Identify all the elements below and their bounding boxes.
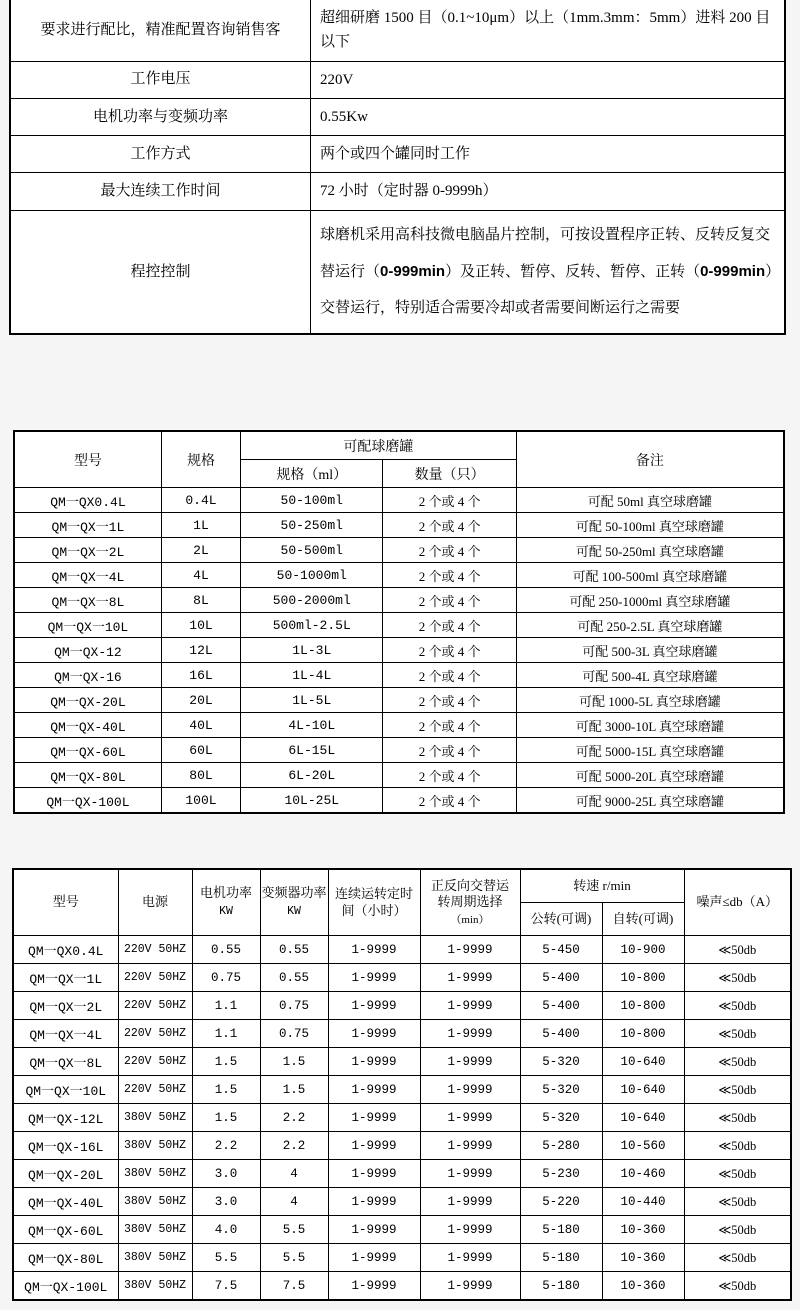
table-row (13, 1076, 791, 1104)
param-cell-revolution: 5-180 (520, 1244, 602, 1272)
jar-cell-capacity: 12L (161, 638, 240, 663)
table-row (14, 763, 784, 788)
table-row (13, 992, 791, 1020)
jar-cell-jar-spec: 50-1000ml (241, 563, 383, 588)
jar-cell-capacity: 1L (161, 513, 240, 538)
table-row (14, 488, 784, 513)
jar-cell-model: QM一QX一4L (14, 563, 161, 588)
param-cell-motor-power: 5.5 (192, 1244, 260, 1272)
param-cell-run-timer: 1-9999 (328, 936, 420, 964)
jar-cell-model: QM一QX-100L (14, 788, 161, 814)
param-cell-rotation: 10-360 (602, 1216, 684, 1244)
param-cell-motor-power: 0.55 (192, 936, 260, 964)
jar-cell-jar-spec: 10L-25L (241, 788, 383, 814)
ball-mill-jar-configuration-table (13, 430, 785, 814)
param-cell-revolution: 5-320 (520, 1076, 602, 1104)
param-cell-revolution: 5-230 (520, 1160, 602, 1188)
jar-cell-jar-spec: 4L-10L (241, 713, 383, 738)
param-cell-power-supply: 220V 50HZ (118, 936, 192, 964)
table-row (13, 964, 791, 992)
param-cell-run-timer: 1-9999 (328, 1076, 420, 1104)
jar-cell-model: QM一QX一8L (14, 588, 161, 613)
spec-value-motor-power: 0.55Kw (311, 98, 786, 135)
table-row (14, 688, 784, 713)
param-cell-power-supply: 380V 50HZ (118, 1188, 192, 1216)
table-row (13, 1132, 791, 1160)
param-cell-motor-power: 1.5 (192, 1076, 260, 1104)
param-cell-cycle: 1-9999 (420, 936, 520, 964)
table-row (14, 713, 784, 738)
param-cell-cycle: 1-9999 (420, 1104, 520, 1132)
param-cell-run-timer: 1-9999 (328, 1132, 420, 1160)
param-cell-run-timer: 1-9999 (328, 992, 420, 1020)
param-cell-model: QM一QX-16L (13, 1132, 118, 1160)
spec-label-max-runtime: 最大连续工作时间 (10, 173, 311, 210)
jar-cell-capacity: 10L (161, 613, 240, 638)
param-cell-motor-power: 1.5 (192, 1104, 260, 1132)
param-cell-revolution: 5-400 (520, 992, 602, 1020)
spec-value-voltage: 220V (311, 61, 786, 98)
spec-label-program-control: 程控控制 (10, 210, 311, 334)
param-cell-revolution: 5-220 (520, 1188, 602, 1216)
param-cell-noise: ≪50db (684, 1104, 791, 1132)
jar-header-model: 型号 (14, 431, 161, 488)
param-cell-model: QM一QX一8L (13, 1048, 118, 1076)
table-row (14, 738, 784, 763)
jar-cell-capacity: 8L (161, 588, 240, 613)
spec-value-program-control: 球磨机采用高科技微电脑晶片控制，可按设置程序正转、反转反复交替运行（0-999min）及正转、暂停、反转、暂停、正转（0-999min）交替运行，特别适合需要冷却或者需要间断运行之需要 (311, 210, 786, 334)
param-cell-vfd-power: 0.75 (260, 992, 328, 1020)
param-cell-model: QM一QX-100L (13, 1272, 118, 1301)
param-cell-model: QM一QX-40L (13, 1188, 118, 1216)
jar-cell-note: 可配 5000-20L 真空球磨罐 (516, 763, 784, 788)
param-cell-cycle: 1-9999 (420, 1188, 520, 1216)
technical-parameter-table (12, 868, 792, 1301)
param-cell-model: QM一QX-60L (13, 1216, 118, 1244)
param-cell-cycle: 1-9999 (420, 1272, 520, 1301)
param-cell-vfd-power: 7.5 (260, 1272, 328, 1301)
param-cell-revolution: 5-180 (520, 1216, 602, 1244)
param-cell-revolution: 5-320 (520, 1048, 602, 1076)
jar-cell-jar-spec: 6L-20L (241, 763, 383, 788)
param-cell-power-supply: 220V 50HZ (118, 992, 192, 1020)
param-cell-rotation: 10-800 (602, 1020, 684, 1048)
param-cell-vfd-power: 0.55 (260, 964, 328, 992)
jar-header-note: 备注 (516, 431, 784, 488)
param-cell-vfd-power: 0.55 (260, 936, 328, 964)
jar-cell-capacity: 16L (161, 663, 240, 688)
table-row (13, 1188, 791, 1216)
param-cell-rotation: 10-360 (602, 1244, 684, 1272)
table-row (13, 1104, 791, 1132)
param-cell-motor-power: 7.5 (192, 1272, 260, 1301)
spec-label-blending: 要求进行配比，精准配置咨询销售客 (10, 0, 311, 61)
param-cell-power-supply: 380V 50HZ (118, 1244, 192, 1272)
param-header-run-timer-line1: 连续运转定时 (334, 885, 413, 901)
param-cell-vfd-power: 5.5 (260, 1216, 328, 1244)
param-cell-rotation: 10-800 (602, 964, 684, 992)
jar-cell-capacity: 80L (161, 763, 240, 788)
param-cell-noise: ≪50db (684, 1244, 791, 1272)
jar-cell-jar-spec: 1L-5L (241, 688, 383, 713)
param-cell-model: QM一QX-20L (13, 1160, 118, 1188)
param-cell-run-timer: 1-9999 (328, 1244, 420, 1272)
param-cell-power-supply: 220V 50HZ (118, 1048, 192, 1076)
param-header-motor-power (192, 869, 260, 936)
param-cell-vfd-power: 4 (260, 1160, 328, 1188)
jar-cell-jar-spec: 500-2000ml (241, 588, 383, 613)
param-cell-rotation: 10-360 (602, 1272, 684, 1301)
param-cell-revolution: 5-400 (520, 1020, 602, 1048)
param-cell-cycle: 1-9999 (420, 964, 520, 992)
jar-header-row-1 (14, 431, 784, 460)
param-cell-rotation: 10-640 (602, 1076, 684, 1104)
spec-value-max-runtime: 72 小时（定时器 0-9999h） (311, 173, 786, 210)
jar-cell-jar-qty: 2 个或 4 个 (383, 613, 516, 638)
table-row (14, 638, 784, 663)
param-header-rotation: 自转(可调) (602, 903, 684, 936)
jar-cell-jar-spec: 6L-15L (241, 738, 383, 763)
param-header-row-1 (13, 869, 791, 903)
jar-cell-model: QM一QX0.4L (14, 488, 161, 513)
jar-cell-jar-qty: 2 个或 4 个 (383, 763, 516, 788)
jar-cell-model: QM一QX-16 (14, 663, 161, 688)
param-header-power-supply: 电源 (118, 869, 192, 936)
param-cell-vfd-power: 2.2 (260, 1104, 328, 1132)
spec-label-voltage: 工作电压 (10, 61, 311, 98)
param-cell-rotation: 10-560 (602, 1132, 684, 1160)
jar-cell-capacity: 60L (161, 738, 240, 763)
param-cell-rotation: 10-640 (602, 1048, 684, 1076)
spec-label-working-mode: 工作方式 (10, 136, 311, 173)
param-cell-power-supply: 380V 50HZ (118, 1132, 192, 1160)
param-cell-run-timer: 1-9999 (328, 964, 420, 992)
table-row (13, 936, 791, 964)
param-header-noise: 噪声≤db（A） (684, 869, 791, 936)
jar-header-jar-spec: 规格（ml） (241, 460, 383, 488)
param-cell-rotation: 10-800 (602, 992, 684, 1020)
param-cell-model: QM一QX-12L (13, 1104, 118, 1132)
table-row (10, 0, 785, 61)
jar-cell-jar-spec: 1L-3L (241, 638, 383, 663)
param-header-vfd-power-line1: 变频器功率 (261, 885, 327, 901)
table-row (13, 1244, 791, 1272)
param-cell-motor-power: 2.2 (192, 1132, 260, 1160)
param-header-run-timer-line2: 间（小时） (341, 902, 407, 918)
param-cell-vfd-power: 5.5 (260, 1244, 328, 1272)
param-cell-power-supply: 380V 50HZ (118, 1104, 192, 1132)
jar-cell-jar-qty: 2 个或 4 个 (383, 663, 516, 688)
jar-cell-model: QM一QX一2L (14, 538, 161, 563)
jar-header-capacity: 规格 (161, 431, 240, 488)
table-row (14, 788, 784, 814)
param-cell-model: QM一QX一1L (13, 964, 118, 992)
jar-cell-jar-spec: 50-500ml (241, 538, 383, 563)
table-row (10, 61, 785, 98)
param-cell-power-supply: 380V 50HZ (118, 1272, 192, 1301)
table-row (13, 1216, 791, 1244)
table-row (10, 210, 785, 334)
param-table-head (13, 869, 791, 936)
jar-cell-jar-qty: 2 个或 4 个 (383, 538, 516, 563)
jar-cell-model: QM一QX-20L (14, 688, 161, 713)
param-header-model: 型号 (13, 869, 118, 936)
param-cell-cycle: 1-9999 (420, 1048, 520, 1076)
jar-cell-jar-qty: 2 个或 4 个 (383, 588, 516, 613)
jar-cell-note: 可配 50-100ml 真空球磨罐 (516, 513, 784, 538)
table-row (14, 613, 784, 638)
param-cell-motor-power: 3.0 (192, 1188, 260, 1216)
jar-cell-note: 可配 3000-10L 真空球磨罐 (516, 713, 784, 738)
jar-cell-capacity: 4L (161, 563, 240, 588)
jar-cell-model: QM一QX一10L (14, 613, 161, 638)
param-header-cycle (420, 869, 520, 936)
jar-header-jar-group: 可配球磨罐 (241, 431, 517, 460)
jar-cell-note: 可配 9000-25L 真空球磨罐 (516, 788, 784, 814)
jar-cell-jar-qty: 2 个或 4 个 (383, 688, 516, 713)
param-cell-power-supply: 220V 50HZ (118, 1076, 192, 1104)
param-header-vfd-power-unit: KW (287, 904, 301, 918)
param-cell-noise: ≪50db (684, 1132, 791, 1160)
param-cell-rotation: 10-640 (602, 1104, 684, 1132)
jar-cell-model: QM一QX-80L (14, 763, 161, 788)
table-row (14, 563, 784, 588)
jar-cell-model: QM一QX一1L (14, 513, 161, 538)
param-cell-motor-power: 0.75 (192, 964, 260, 992)
param-cell-cycle: 1-9999 (420, 1076, 520, 1104)
jar-cell-jar-qty: 2 个或 4 个 (383, 738, 516, 763)
param-cell-vfd-power: 4 (260, 1188, 328, 1216)
jar-cell-note: 可配 250-1000ml 真空球磨罐 (516, 588, 784, 613)
jar-cell-jar-spec: 1L-4L (241, 663, 383, 688)
param-cell-vfd-power: 2.2 (260, 1132, 328, 1160)
param-cell-rotation: 10-460 (602, 1160, 684, 1188)
param-cell-power-supply: 380V 50HZ (118, 1216, 192, 1244)
param-cell-power-supply: 220V 50HZ (118, 1020, 192, 1048)
table-row (14, 588, 784, 613)
jar-cell-note: 可配 500-3L 真空球磨罐 (516, 638, 784, 663)
param-cell-motor-power: 4.0 (192, 1216, 260, 1244)
jar-cell-capacity: 2L (161, 538, 240, 563)
param-cell-motor-power: 1.1 (192, 1020, 260, 1048)
param-header-speed-group: 转速 r/min (520, 869, 684, 903)
jar-cell-note: 可配 250-2.5L 真空球磨罐 (516, 613, 784, 638)
table-row (13, 1048, 791, 1076)
table-row (10, 136, 785, 173)
jar-cell-capacity: 20L (161, 688, 240, 713)
param-cell-cycle: 1-9999 (420, 1244, 520, 1272)
param-cell-power-supply: 380V 50HZ (118, 1160, 192, 1188)
param-cell-vfd-power: 0.75 (260, 1020, 328, 1048)
param-cell-revolution: 5-450 (520, 936, 602, 964)
jar-cell-jar-qty: 2 个或 4 个 (383, 563, 516, 588)
param-cell-noise: ≪50db (684, 936, 791, 964)
table-row (14, 663, 784, 688)
jar-cell-jar-qty: 2 个或 4 个 (383, 638, 516, 663)
table-row (10, 98, 785, 135)
param-cell-rotation: 10-440 (602, 1188, 684, 1216)
param-cell-revolution: 5-400 (520, 964, 602, 992)
param-cell-noise: ≪50db (684, 1020, 791, 1048)
param-cell-noise: ≪50db (684, 1076, 791, 1104)
param-cell-run-timer: 1-9999 (328, 1188, 420, 1216)
param-cell-run-timer: 1-9999 (328, 1048, 420, 1076)
param-cell-noise: ≪50db (684, 1160, 791, 1188)
param-cell-model: QM一QX一4L (13, 1020, 118, 1048)
table-row (10, 173, 785, 210)
param-cell-model: QM一QX一10L (13, 1076, 118, 1104)
param-cell-run-timer: 1-9999 (328, 1272, 420, 1301)
jar-header-jar-qty: 数量（只） (383, 460, 516, 488)
param-cell-motor-power: 3.0 (192, 1160, 260, 1188)
jar-cell-jar-spec: 50-250ml (241, 513, 383, 538)
param-cell-vfd-power: 1.5 (260, 1048, 328, 1076)
jar-cell-jar-spec: 500ml-2.5L (241, 613, 383, 638)
param-cell-run-timer: 1-9999 (328, 1216, 420, 1244)
jar-cell-model: QM一QX-60L (14, 738, 161, 763)
param-header-revolution: 公转(可调) (520, 903, 602, 936)
param-header-vfd-power (260, 869, 328, 936)
param-cell-revolution: 5-180 (520, 1272, 602, 1301)
param-cell-vfd-power: 1.5 (260, 1076, 328, 1104)
jar-cell-jar-qty: 2 个或 4 个 (383, 788, 516, 814)
param-cell-cycle: 1-9999 (420, 1132, 520, 1160)
jar-cell-note: 可配 5000-15L 真空球磨罐 (516, 738, 784, 763)
jar-cell-capacity: 40L (161, 713, 240, 738)
param-cell-cycle: 1-9999 (420, 1216, 520, 1244)
table-row (14, 538, 784, 563)
jar-table-body (14, 488, 784, 814)
table-row (13, 1020, 791, 1048)
jar-table-head (14, 431, 784, 488)
jar-cell-note: 可配 100-500ml 真空球磨罐 (516, 563, 784, 588)
spec-label-motor-power: 电机功率与变频功率 (10, 98, 311, 135)
param-header-motor-power-unit: KW (219, 904, 233, 918)
jar-cell-note: 可配 1000-5L 真空球磨罐 (516, 688, 784, 713)
param-cell-revolution: 5-280 (520, 1132, 602, 1160)
jar-cell-note: 可配 50-250ml 真空球磨罐 (516, 538, 784, 563)
param-cell-cycle: 1-9999 (420, 1160, 520, 1188)
param-cell-cycle: 1-9999 (420, 992, 520, 1020)
param-cell-motor-power: 1.5 (192, 1048, 260, 1076)
param-cell-run-timer: 1-9999 (328, 1020, 420, 1048)
param-header-cycle-line1: 正反向交替运 (430, 877, 509, 893)
jar-cell-note: 可配 50ml 真空球磨罐 (516, 488, 784, 513)
param-cell-model: QM一QX一2L (13, 992, 118, 1020)
product-specification-table (9, 0, 786, 335)
param-header-cycle-line2: 转周期选择 (437, 894, 503, 910)
jar-cell-jar-spec: 50-100ml (241, 488, 383, 513)
param-cell-run-timer: 1-9999 (328, 1104, 420, 1132)
jar-cell-jar-qty: 2 个或 4 个 (383, 513, 516, 538)
param-header-motor-power-line1: 电机功率 (199, 885, 252, 901)
param-cell-noise: ≪50db (684, 1216, 791, 1244)
jar-cell-jar-qty: 2 个或 4 个 (383, 488, 516, 513)
param-cell-model: QM一QX0.4L (13, 936, 118, 964)
param-cell-motor-power: 1.1 (192, 992, 260, 1020)
param-cell-model: QM一QX-80L (13, 1244, 118, 1272)
param-cell-noise: ≪50db (684, 1048, 791, 1076)
jar-cell-capacity: 0.4L (161, 488, 240, 513)
param-cell-cycle: 1-9999 (420, 1020, 520, 1048)
param-header-cycle-unit: （min） (450, 913, 490, 926)
spec-table-body (10, 0, 785, 334)
spec-value-working-mode: 两个或四个罐同时工作 (311, 136, 786, 173)
param-header-run-timer (328, 869, 420, 936)
param-cell-power-supply: 220V 50HZ (118, 964, 192, 992)
param-cell-noise: ≪50db (684, 964, 791, 992)
param-cell-run-timer: 1-9999 (328, 1160, 420, 1188)
table-row (14, 513, 784, 538)
param-cell-rotation: 10-900 (602, 936, 684, 964)
param-cell-noise: ≪50db (684, 1188, 791, 1216)
param-cell-noise: ≪50db (684, 1272, 791, 1301)
table-row (13, 1272, 791, 1301)
param-cell-revolution: 5-320 (520, 1104, 602, 1132)
jar-cell-model: QM一QX-40L (14, 713, 161, 738)
param-table-body (13, 936, 791, 1301)
jar-cell-jar-qty: 2 个或 4 个 (383, 713, 516, 738)
spec-value-blending: 超细研磨 1500 目（0.1~10μm）以上（1mm.3mm：5mm）进料 200 目以下 (311, 0, 786, 61)
jar-cell-model: QM一QX-12 (14, 638, 161, 663)
table-row (13, 1160, 791, 1188)
param-cell-noise: ≪50db (684, 992, 791, 1020)
jar-cell-capacity: 100L (161, 788, 240, 814)
jar-cell-note: 可配 500-4L 真空球磨罐 (516, 663, 784, 688)
